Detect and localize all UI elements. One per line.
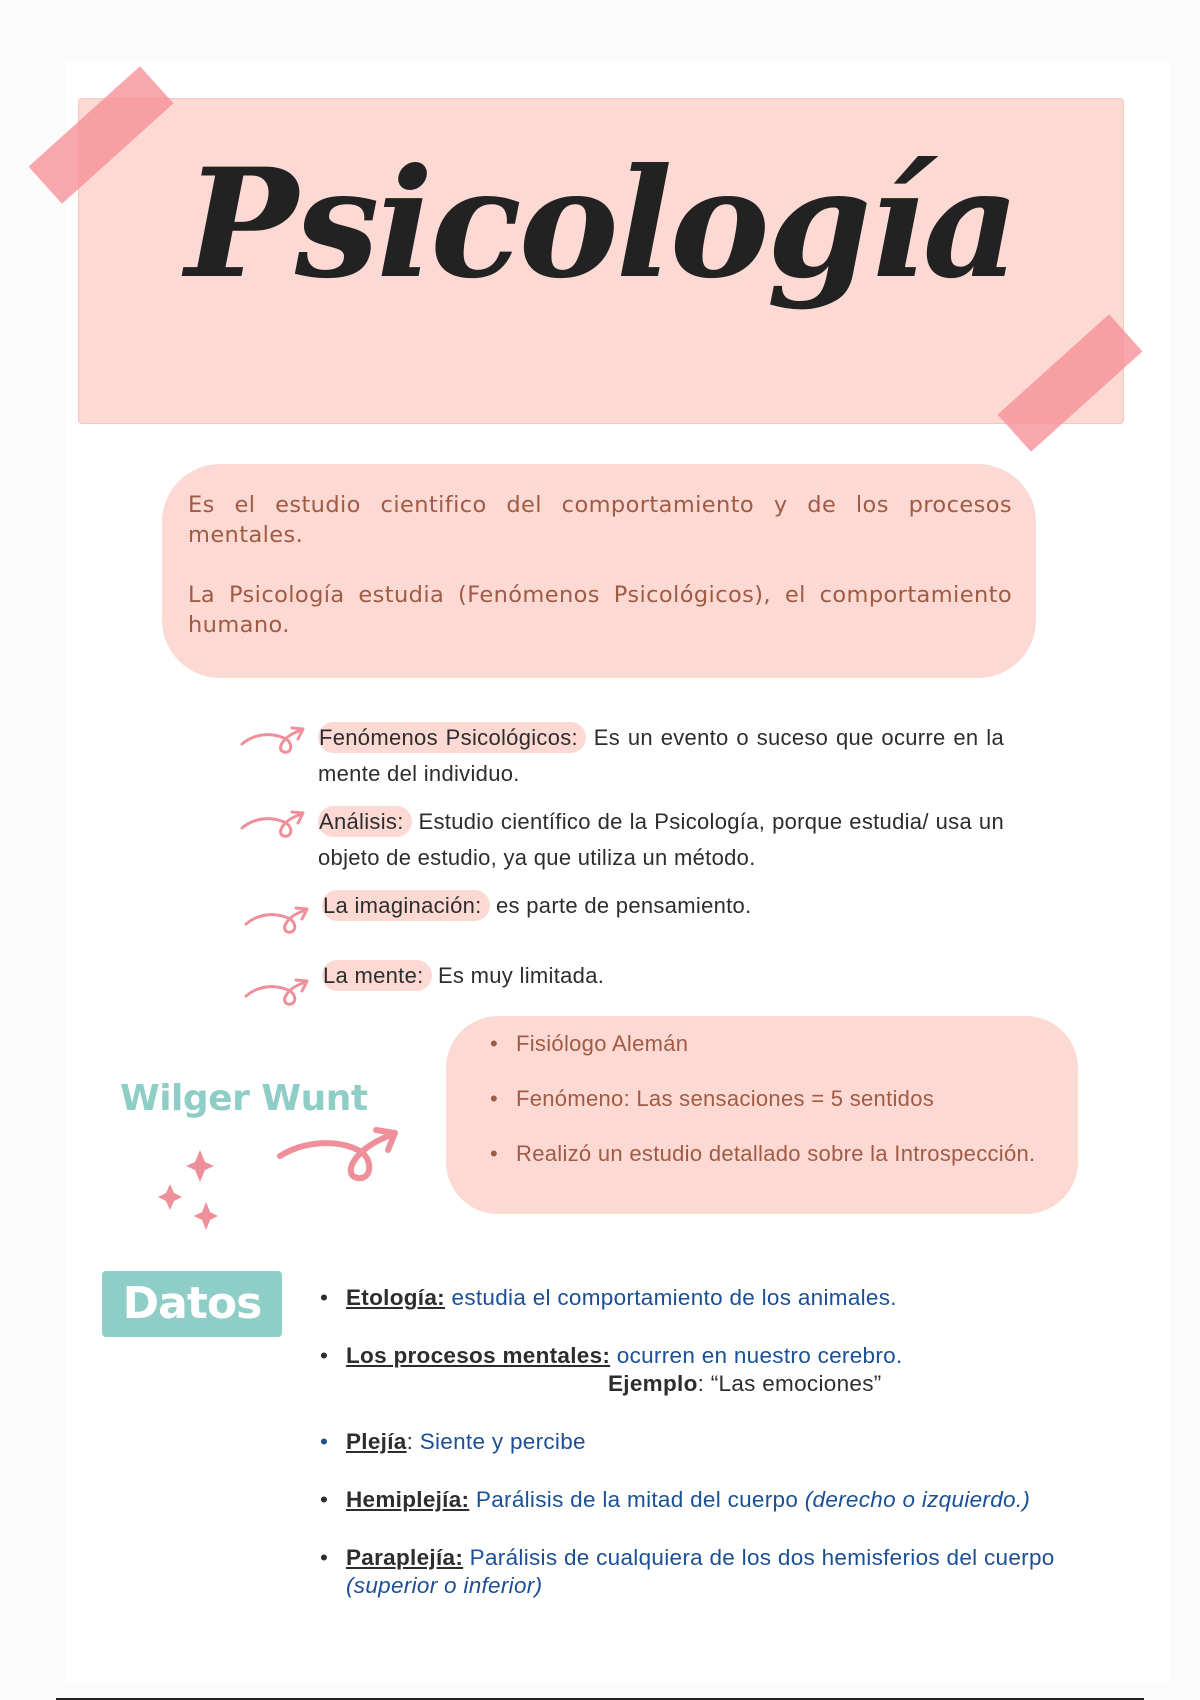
datos-definition: estudia el comportamiento de los animales. [451,1285,897,1310]
list-item: • Fenómeno: Las sensaciones = 5 sentidos [488,1085,1048,1112]
datos-badge: Datos [102,1271,282,1337]
concept-item [318,720,1004,792]
curly-arrow-icon [240,722,310,762]
datos-term: Los procesos mentales: [346,1343,611,1368]
concept-text: Estudio científico de la Psicología, porque estudia/ usa un objeto de estudio, ya que utiliza un método. [318,809,1004,870]
list-item [346,1544,1088,1600]
concept-text: es parte de pensamiento. [489,893,752,918]
datos-term: Etología: [346,1285,445,1310]
curly-arrow-icon [244,902,314,942]
list-item: • Plejía: Siente y percibe [346,1428,1088,1456]
datos-definition: Parálisis de cualquiera de los dos hemisferios del cuerpo [469,1545,1055,1570]
concept-text: Es un evento o suceso que ocurre en la mente del individuo. [318,725,1004,786]
concept-term: La imaginación: [322,890,490,921]
concept-item [322,958,1008,994]
datos-term: Hemiplejía: [346,1487,470,1512]
list-item [346,1342,1088,1398]
datos-definition: Siente y percibe [419,1429,586,1454]
page-title: Psicología [185,136,1017,312]
wilger-wunt-heading: Wilger Wunt [120,1078,368,1119]
list-item: • Fisiólogo Alemán [488,1030,1048,1057]
definition-text [188,490,1012,670]
datos-definition-note: (derecho o izquierdo.) [804,1487,1031,1512]
definition-paragraph-1: Es el estudio cientifico del comportamiento y de los procesos mentales. [188,492,1012,548]
datos-definition: ocurren en nuestro cerebro. [616,1343,903,1368]
concept-item [318,804,1004,876]
datos-term: Paraplejía: [346,1545,464,1570]
concept-item [322,888,1008,924]
datos-term: Plejía [346,1429,407,1454]
concept-term: Análisis: [318,806,412,837]
list-item [346,1486,1088,1514]
wilger-facts-list [488,1030,1048,1167]
definition-paragraph-2: La Psicología estudia (Fenómenos Psicológicos), el comportamiento humano. [188,582,1012,638]
list-item [346,1284,1088,1312]
concept-term: La mente: [322,960,432,991]
example-line [346,1370,1088,1398]
datos-definition: Parálisis de la mitad del cuerpo [475,1487,805,1512]
curly-arrow-icon [240,806,310,846]
example-text: : “Las emociones” [697,1371,882,1396]
concept-text: Es muy limitada. [431,963,605,988]
sparkles-icon [156,1146,226,1236]
list-item: • Realizó un estudio detallado sobre la Introspección. [488,1140,1048,1167]
datos-definition-note: (superior o inferior) [346,1573,543,1598]
example-label: Ejemplo [608,1371,698,1396]
curly-arrow-icon [244,974,314,1014]
big-curly-arrow-icon [276,1122,404,1194]
title-banner [78,98,1124,424]
datos-list [318,1284,1088,1600]
concept-term: Fenómenos Psicológicos: [318,722,586,753]
